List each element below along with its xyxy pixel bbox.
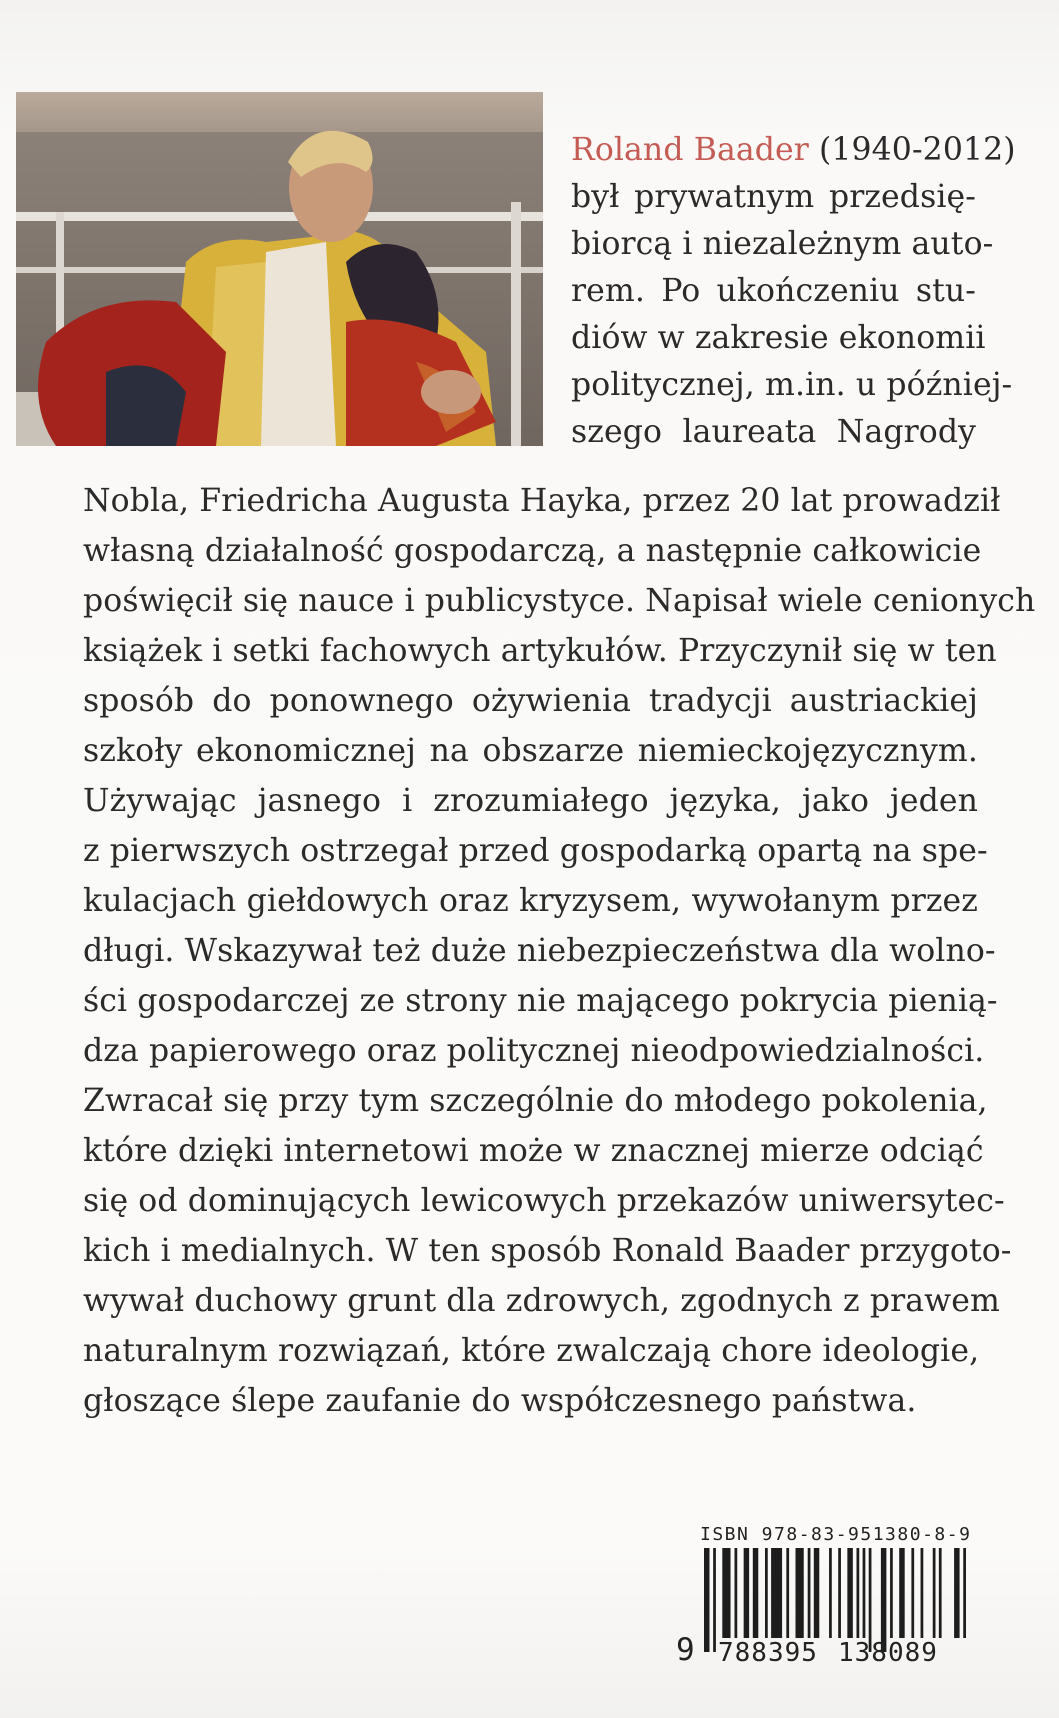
bio-line: Używając jasnego i zrozumiałego języka, jako jeden <box>83 783 978 819</box>
bio-line: które dzięki internetowi może w znacznej mierze odciąć <box>83 1133 984 1169</box>
bio-line: ści gospodarczej ze strony nie mającego pokrycia pienią- <box>83 983 998 1019</box>
barcode-bar <box>713 1548 716 1652</box>
bio-line: Zwracał się przy tym szczególnie do młodego pokolenia, <box>83 1083 988 1119</box>
bio-line: poświęcił się nauce i publicystyce. Napisał wiele cenionych <box>83 583 1036 619</box>
bio-line: z pierwszych ostrzegał przed gospodarką opartą na spe- <box>83 833 988 869</box>
barcode-bar <box>722 1548 730 1638</box>
author-photo <box>16 92 543 446</box>
bio-line: dza papierowego oraz politycznej nieodpowiedzialności. <box>83 1033 985 1069</box>
barcode-bar <box>829 1548 832 1638</box>
barcode-bar <box>881 1548 886 1652</box>
barcode-bar <box>939 1548 942 1638</box>
barcode-bar <box>808 1548 811 1638</box>
bio-line: książek i setki fachowych artykułów. Przyczynił się w ten <box>83 633 997 669</box>
barcode-bar <box>744 1548 749 1638</box>
bio-line: Nobla, Friedricha Augusta Hayka, przez 20 lat prowadził <box>83 483 1001 519</box>
barcode-bar <box>735 1548 738 1638</box>
barcode-bar <box>786 1548 789 1638</box>
barcode-digits-group-1: 788395 <box>718 1638 818 1668</box>
barcode-bar <box>814 1548 819 1638</box>
bio-line-narrow: rem. Po ukończeniu stu- <box>571 273 976 309</box>
barcode-bar <box>796 1548 804 1638</box>
barcode-bar <box>911 1548 914 1638</box>
bio-line-last: głoszące ślepe zaufanie do współczesnego państwa. <box>83 1383 917 1419</box>
bio-line: długi. Wskazywał też duże niebezpieczeństwa dla wolno- <box>83 933 996 969</box>
barcode-bar <box>869 1548 872 1652</box>
barcode-bar <box>838 1548 841 1638</box>
bio-line-narrow: biorcą i niezależnym auto- <box>571 226 994 262</box>
bio-line-narrow: był prywatnym przedsię- <box>571 179 976 215</box>
bio-line: naturalnym rozwiązań, które zwalczają chore ideologie, <box>83 1333 980 1369</box>
bio-line: sposób do ponownego ożywienia tradycji austriackiej <box>83 683 978 719</box>
bio-line-narrow: diów w zakresie ekonomii <box>571 320 986 356</box>
isbn-barcode <box>676 1524 976 1689</box>
bio-line: się od dominujących lewicowych przekazów uniwersytec- <box>83 1183 1005 1219</box>
barcode-bar <box>857 1548 860 1638</box>
bio-line: kulacjach giełdowych oraz kryzysem, wywołanym przez <box>83 883 978 919</box>
barcode-bar <box>921 1548 924 1638</box>
bio-line: wywał duchowy grunt dla zdrowych, zgodnych z prawem <box>83 1283 1000 1319</box>
barcode-bar <box>933 1548 936 1638</box>
barcode-bar <box>963 1548 966 1638</box>
bio-line: szkoły ekonomicznej na obszarze niemieckojęzycznym. <box>83 733 978 769</box>
barcode-bar <box>890 1548 893 1638</box>
barcode-bar <box>771 1548 782 1638</box>
barcode-bar <box>753 1548 758 1638</box>
bio-line-narrow: politycznej, m.in. u później- <box>571 367 1013 403</box>
barcode-bar <box>704 1548 709 1652</box>
barcode-bar <box>863 1548 866 1638</box>
barcode-bar <box>899 1548 904 1638</box>
isbn-label: ISBN 978-83-951380-8-9 <box>700 1524 972 1545</box>
author-name: Roland Baader <box>571 132 809 168</box>
barcode-digits-group-2: 138089 <box>838 1638 938 1668</box>
bio-line: kich i medialnych. W ten sposób Ronald Baader przygoto- <box>83 1233 1012 1269</box>
barcode-bar <box>765 1548 768 1638</box>
bio-line: własną działalność gospodarczą, a następnie całkowicie <box>83 533 982 569</box>
bio-line-first <box>571 130 1016 170</box>
barcode-lead-digit: 9 <box>676 1632 695 1668</box>
author-dates: (1940-2012) <box>808 132 1016 168</box>
bio-line-narrow: szego laureata Nagrody <box>571 414 976 450</box>
barcode-bar <box>954 1548 959 1638</box>
barcode-bar <box>847 1548 852 1638</box>
